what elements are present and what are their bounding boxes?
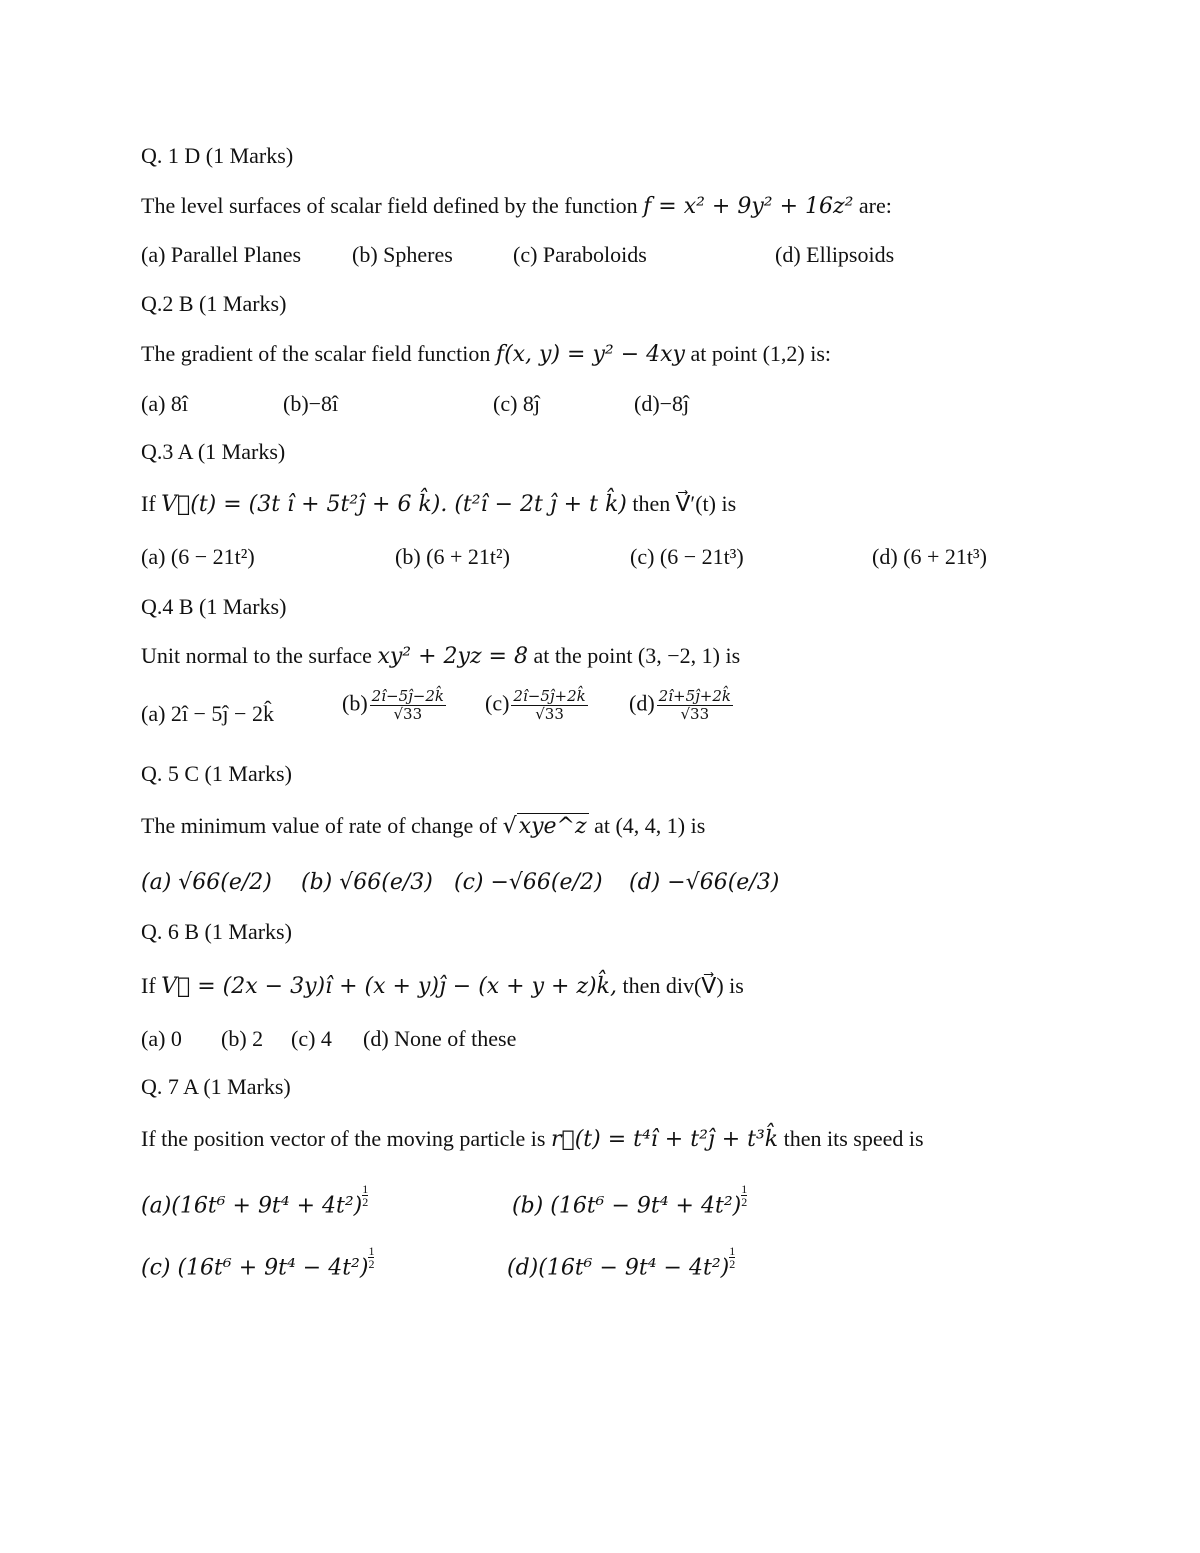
question-6-option-d: (d) None of these [363, 1026, 517, 1051]
exponent-one-half [741, 1183, 747, 1208]
question-3-option-c: (c) (6 − 21t³) [630, 544, 744, 569]
question-7-option-c-text: (c) (16t⁶ + 9t⁴ − 4t²) [141, 1255, 369, 1281]
question-7-header: Q. 7 A (1 Marks) [141, 1074, 291, 1099]
question-7-option-a [141, 1183, 368, 1221]
question-2-option-c: (c) 8ĵ [493, 391, 541, 416]
question-5-option-d: (d) −√66(e/3) [629, 870, 780, 895]
fraction-numerator: 2î+5ĵ+2k̂ [658, 687, 731, 705]
question-4-option-d [629, 688, 735, 723]
question-1-options [141, 241, 1041, 269]
question-4-option-b-label: (b) [342, 690, 368, 716]
exponent-numerator: 1 [741, 1182, 748, 1196]
fraction-numerator: 2î−5ĵ+2k̂ [513, 687, 586, 705]
question-3-stem-text: If [141, 491, 156, 516]
question-4-option-b-fraction [370, 688, 446, 723]
question-7-stem-math: r⃗(t) = t⁴î + t²ĵ + t³k̂ [550, 1127, 779, 1152]
question-1-stem-text: The level surfaces of scalar field defined by the function [141, 193, 638, 218]
question-4-stem [141, 642, 740, 671]
question-1-header: Q. 1 D (1 Marks) [141, 143, 294, 168]
exponent-numerator: 1 [729, 1244, 736, 1258]
exponent-one-half [729, 1245, 735, 1270]
question-6-stem-text: If [141, 973, 156, 998]
fraction-denominator: √33 [680, 705, 710, 723]
question-7-stem [141, 1125, 924, 1154]
question-2-options [141, 390, 1041, 418]
exponent-one-half [368, 1245, 374, 1270]
question-2-stem-math: f(x, y) = y² − 4xy [495, 342, 685, 367]
question-5-option-c: (c) −√66(e/2) [454, 870, 603, 895]
question-3-stem-tail: then V⃗′(t) is [632, 491, 737, 516]
question-6-stem-math: V⃗ = (2x − 3y)î + (x + y)ĵ − (x + y + z)k̂, [161, 974, 617, 999]
question-4-option-d-label: (d) [629, 690, 655, 716]
question-1-option-d: (d) Ellipsoids [775, 242, 895, 267]
question-2-stem-text: The gradient of the scalar field function [141, 341, 491, 366]
question-4-option-a: (a) 2î − 5ĵ − 2k̂ [141, 701, 274, 726]
question-5-stem [141, 812, 705, 841]
question-1-stem-tail: are: [858, 193, 892, 218]
question-2-option-d: (d)−8ĵ [634, 391, 690, 416]
sqrt-radical-icon: √ [502, 814, 517, 839]
question-6-option-a: (a) 0 [141, 1026, 182, 1051]
question-7-option-d-text: (d)(16t⁶ − 9t⁴ − 4t²) [507, 1255, 730, 1281]
question-7-option-b [512, 1183, 747, 1221]
fraction-numerator: 2î−5ĵ−2k̂ [371, 687, 444, 705]
question-7-options-row-2 [141, 1244, 1041, 1281]
question-7-option-a-text: (a)(16t⁶ + 9t⁴ + 4t²) [141, 1193, 363, 1219]
exponent-one-half [362, 1183, 368, 1208]
question-4-option-c [485, 688, 590, 723]
question-1-stem [141, 192, 892, 221]
question-1-option-b: (b) Spheres [352, 242, 453, 267]
question-5-stem-tail: at (4, 4, 1) is [594, 813, 706, 838]
exponent-denominator: 2 [368, 1257, 375, 1271]
question-2-option-a: (a) 8î [141, 391, 189, 416]
question-4-stem-text: Unit normal to the surface [141, 643, 372, 668]
fraction-denominator: √33 [393, 705, 423, 723]
question-2-header: Q.2 B (1 Marks) [141, 291, 287, 316]
question-5-header: Q. 5 C (1 Marks) [141, 761, 292, 786]
question-4-options [141, 688, 1041, 732]
question-6-header: Q. 6 B (1 Marks) [141, 919, 292, 944]
question-3-stem [141, 490, 736, 519]
question-2-option-b: (b)−8î [283, 391, 339, 416]
question-4-option-c-label: (c) [485, 690, 510, 716]
question-6-stem-tail: then div(V⃗) is [622, 973, 744, 998]
question-7-option-c [141, 1245, 374, 1283]
question-6-options [141, 1025, 1041, 1053]
question-1-stem-math: f = x² + 9y² + 16z² [643, 194, 854, 219]
question-5-option-a: (a) √66(e/2) [141, 870, 272, 895]
question-4-header: Q.4 B (1 Marks) [141, 594, 287, 619]
question-4-option-d-fraction [657, 688, 733, 723]
question-6-option-b: (b) 2 [221, 1026, 264, 1051]
question-3-options [141, 543, 1041, 571]
question-5-stem-text: The minimum value of rate of change of [141, 813, 498, 838]
question-4-option-c-fraction [511, 688, 587, 723]
question-7-stem-tail: then its speed is [783, 1126, 924, 1151]
question-2-stem-tail: at point (1,2) is: [690, 341, 832, 366]
question-7-stem-text: If the position vector of the moving particle is [141, 1126, 546, 1151]
exponent-denominator: 2 [741, 1195, 748, 1209]
question-4-stem-math: xy² + 2yz = 8 [377, 644, 528, 669]
exponent-numerator: 1 [368, 1244, 375, 1258]
exponent-numerator: 1 [362, 1182, 369, 1196]
question-5-options [141, 869, 1041, 897]
question-7-option-b-text: (b) (16t⁶ − 9t⁴ + 4t²) [512, 1193, 742, 1219]
question-6-stem [141, 972, 744, 1001]
question-6-option-c: (c) 4 [291, 1026, 332, 1051]
fraction-denominator: √33 [535, 705, 564, 723]
question-4-option-b [342, 688, 448, 723]
question-3-option-d: (d) (6 + 21t³) [872, 544, 987, 569]
question-2-stem [141, 340, 831, 369]
question-7-option-d [507, 1245, 735, 1283]
question-1-option-a: (a) Parallel Planes [141, 242, 302, 267]
exponent-denominator: 2 [729, 1257, 736, 1271]
question-1-option-c: (c) Paraboloids [513, 242, 647, 267]
question-5-option-b: (b) √66(e/3) [301, 870, 433, 895]
exponent-denominator: 2 [362, 1195, 369, 1209]
question-7-options-row-1 [141, 1182, 1041, 1219]
question-5-stem-math: xye^z [518, 814, 587, 839]
question-3-option-b: (b) (6 + 21t²) [395, 544, 510, 569]
question-3-option-a: (a) (6 − 21t²) [141, 544, 255, 569]
question-3-stem-math: V⃗(t) = (3t î + 5t²ĵ + 6 k̂). (t²î − 2t ĵ + t k̂) [161, 492, 627, 517]
question-4-stem-tail: at the point (3, −2, 1) is [533, 643, 741, 668]
question-3-header: Q.3 A (1 Marks) [141, 439, 286, 464]
